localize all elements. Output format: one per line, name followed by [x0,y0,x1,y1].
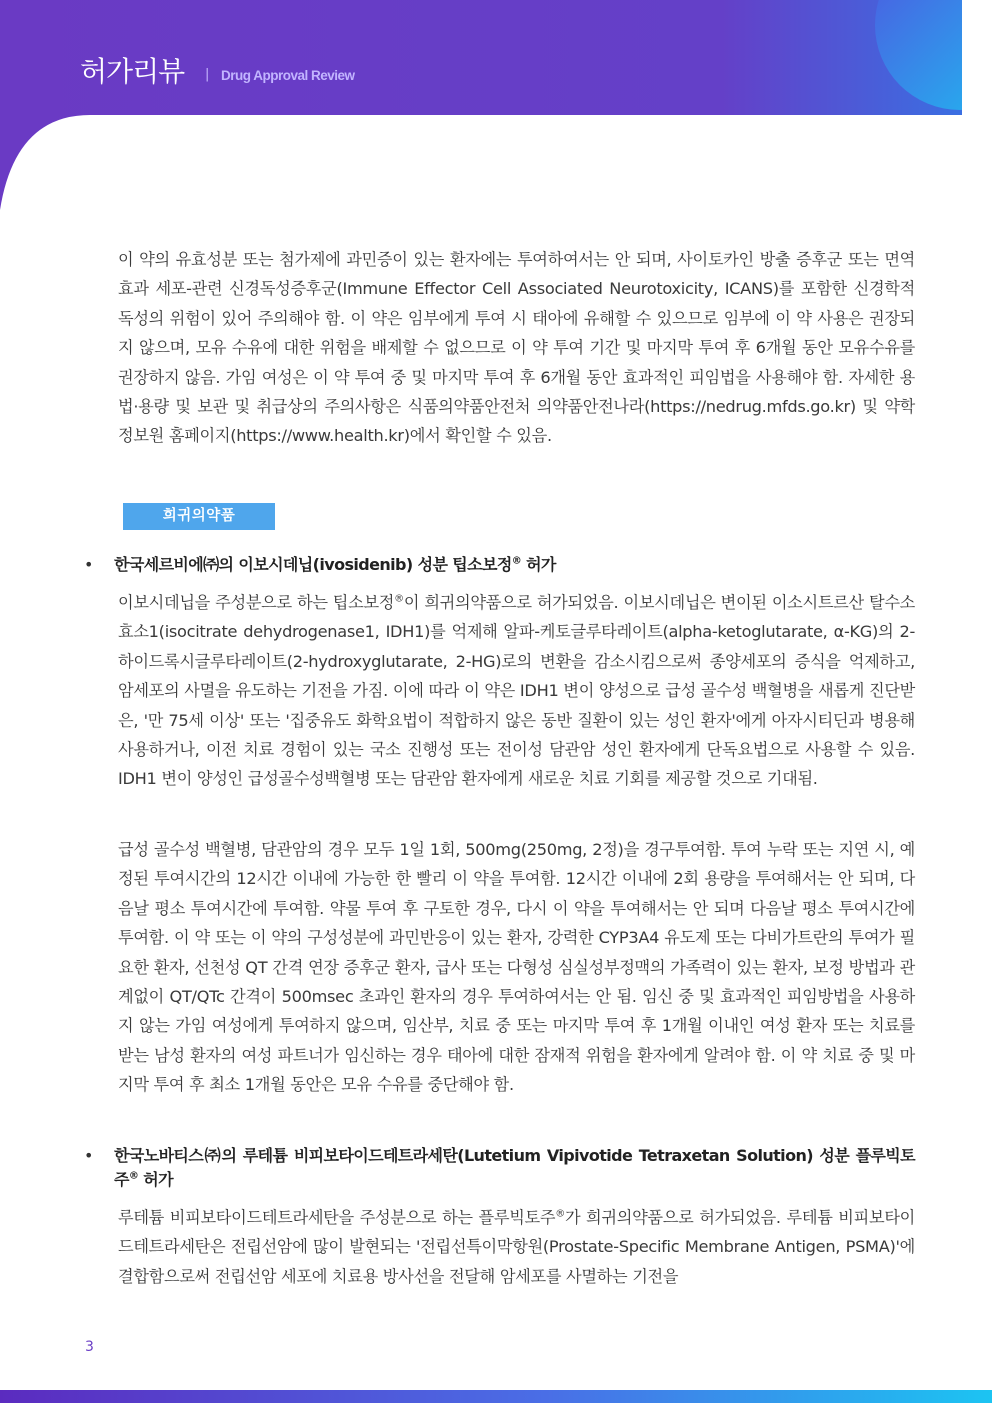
registered-mark: ® [128,1170,139,1182]
header-separator: | [205,67,210,82]
registered-mark: ® [511,555,522,567]
paragraph-text: 이보시데닙을 주성분으로 하는 팁소보정 [118,593,395,612]
item-heading-suffix: 허가 [138,1170,173,1189]
item-paragraph-mechanism [118,588,915,794]
registered-mark: ® [394,593,404,605]
intro-paragraph: 이 약의 유효성분 또는 첨가제에 과민증이 있는 환자에는 투여하여서는 안 되며, 사이토카인 방출 증후군 또는 면역효과 세포-관련 신경독성증후군(Immune Effector Cell Associated Neurotoxicity, ICANS)를 포함한 신경학적 독성의 위험이 있어 주의해야 함. 이 약은 임부에게 투여 시 태아에 유해할 수 있으므로 임부에 이 약 사용은 권장되지 않으며, 모유 수유에 대한 위험을 배제할 수 없으므로 이 약 투여 기간 및 마지막 투여 후 6개월 동안 모유수유를 권장하지 않음. 가임 여성은 이 약 투여 중 및 마지막 투여 후 6개월 동안 효과적인 피임법을 사용해야 함. 자세한 용법·용량 및 보관 및 취급상의 주의사항은 식품의약품안전처 의약품안전나라(https://nedrug.mfds.go.kr) 및 약학정보원 홈페이지(https://www.health.kr)에서 확인할 수 있음. [118,250,915,446]
paragraph-text: 가 희귀의약품으로 허가되었음. 루테튬 비피보타이드테트라세탄은 전립선암에 많이 발현되는 '전립선특이막항원(Prostate-Specific Membrane Antigen, PSMA)'에 결합함으로써 전립선암 세포에 치료용 방사선을 전달해 암세포를 사멸하는 기전을 [118,1208,915,1286]
item-body-dosage [118,835,915,1100]
page-number: 3 [85,1339,94,1355]
item-body-lutetium [118,1203,915,1291]
item-heading-lutetium [84,1144,915,1192]
item-heading-suffix: 허가 [521,555,556,574]
bullet-icon: • [84,1146,94,1165]
header-title: 허가리뷰 [80,55,185,88]
section-tag-orphan-drug: 희귀의약품 [123,503,275,530]
item-heading-text: 한국세르비에㈜의 이보시데닙(ivosidenib) 성분 팁소보정 [114,555,512,574]
item-heading-text: 한국노바티스㈜의 루테튬 비피보타이드테트라세탄(Lutetium Vipivotide Tetraxetan Solution) 성분 플루빅토주 [114,1146,915,1189]
item-heading-ivosidenib [84,553,915,577]
item-body-ivosidenib [118,588,915,794]
header-background [0,0,992,230]
bullet-icon: • [84,555,94,574]
paragraph-text: 이 희귀의약품으로 허가되었음. 이보시데닙은 변이된 이소시트르산 탈수소효소1(isocitrate dehydrogenase1, IDH1)를 억제해 알파-케토글루타레이트(alpha-ketoglutarate, α-KG)의 2-하이드록시글루타레이트(2-hydroxyglutarate, 2-HG)로의 변환을 감소시킴으로써 종양세포의 증식을 억제하고, 암세포의 사멸을 유도하는 기전을 가짐. 이에 따라 이 약은 IDH1 변이 양성으로 급성 골수성 백혈병을 새롭게 진단받은, '만 75세 이상' 또는 '집중유도 화학요법이 적합하지 않은 동반 질환이 있는 성인 환자'에게 아자시티딘과 병용해 사용하거나, 이전 치료 경험이 있는 국소 진행성 또는 전이성 담관암 성인 환자에게 단독요법으로 사용할 수 있음. IDH1 변이 양성인 급성골수성백혈병 또는 담관암 환자에게 새로운 치료 기회를 제공할 것으로 기대됨. [118,593,915,789]
registered-mark: ® [555,1208,565,1220]
intro-block [118,245,915,451]
item-paragraph-mechanism [118,1203,915,1291]
footer-bar [0,1390,992,1403]
header-subtitle: Drug Approval Review [221,68,355,83]
header-band [0,0,992,230]
item-paragraph-dosage: 급성 골수성 백혈병, 담관암의 경우 모두 1일 1회, 500mg(250mg, 2정)을 경구투여함. 투여 누락 또는 지연 시, 예정된 투여시간의 12시간 이내에 가능한 한 빨리 이 약을 투여함. 12시간 이내에 2회 용량을 투여해서는 안 되며, 다음날 평소 투여시간에 투여함. 약물 투여 후 구토한 경우, 다시 이 약을 투여해서는 안 되며 다음날 평소 투여시간에 투여함. 이 약 또는 이 약의 구성성분에 과민반응이 있는 환자, 강력한 CYP3A4 유도제 또는 다비가트란의 투여가 필요한 환자, 선천성 QT 간격 연장 증후군 환자, 급사 또는 다형성 심실성부정맥의 가족력이 있는 환자, 보정 방법과 관계없이 QT/QTc 간격이 500msec 초과인 환자의 경우 투여하여서는 안 됨. 임신 중 및 효과적인 피임방법을 사용하지 않는 가임 여성에게 투여하지 않으며, 임산부, 치료 중 또는 마지막 투여 후 1개월 이내인 여성 환자 또는 치료를 받는 남성 환자의 여성 파트너가 임신하는 경우 태아에 대한 잠재적 위험을 환자에게 알려야 함. 이 약 치료 중 및 마지막 투여 후 최소 1개월 동안은 모유 수유를 중단해야 함. [118,840,915,1095]
paragraph-text: 루테튬 비피보타이드테트라세탄을 주성분으로 하는 플루빅토주 [118,1208,556,1227]
